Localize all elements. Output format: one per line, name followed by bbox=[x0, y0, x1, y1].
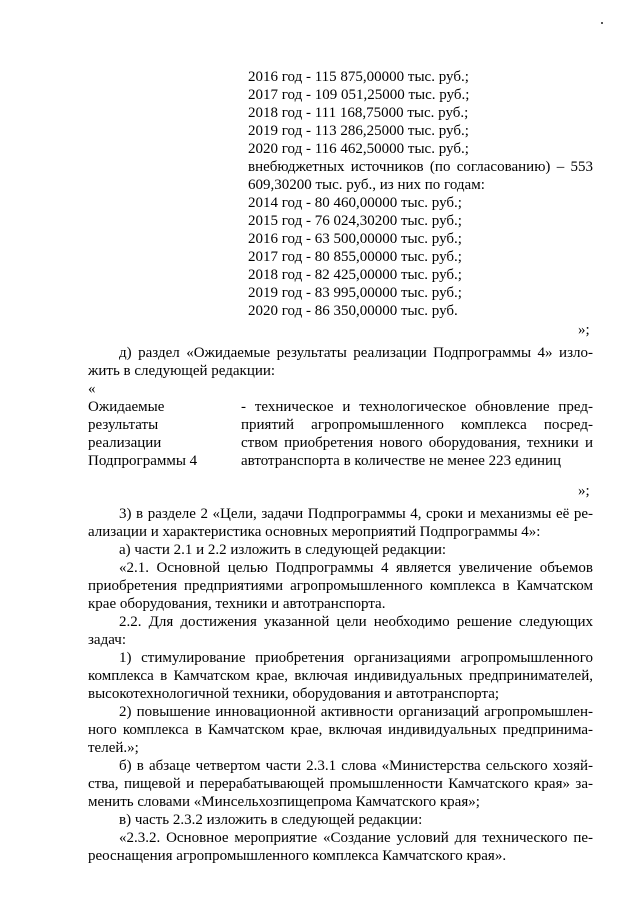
results-text-line: автотранспорта в количестве не менее 223 единиц bbox=[241, 453, 562, 469]
scan-speck bbox=[601, 22, 603, 24]
open-quote: « bbox=[88, 381, 96, 397]
results-text-line: приятий агропромышленного комплекса посред- bbox=[241, 417, 593, 433]
body-line: приобретения предприятиями агропромышленного комплекса в Камчатском bbox=[88, 578, 593, 594]
closing-quote: »; bbox=[578, 322, 590, 338]
funding-line: 2020 год - 86 350,00000 тыс. руб. bbox=[248, 303, 458, 319]
body-line: 2.2. Для достижения указанной цели необходимо решение следующих bbox=[119, 614, 593, 630]
body-line: реоснащения агропромышленного комплекса Камчатского края». bbox=[88, 848, 507, 864]
body-line: менить словами «Минсельхозпищепрома Камчатского края»; bbox=[88, 794, 480, 810]
funding-line: 609,30200 тыс. руб., из них по годам: bbox=[248, 177, 485, 193]
funding-line: 2018 год - 111 168,75000 тыс. руб.; bbox=[248, 105, 469, 121]
body-line: ализации и характеристика основных мероприятий Подпрограммы 4»: bbox=[88, 524, 541, 540]
funding-line: 2015 год - 76 024,30200 тыс. руб.; bbox=[248, 213, 462, 229]
body-line: высокотехнологичной техники, оборудования и автотранспорта; bbox=[88, 686, 500, 702]
funding-line: 2020 год - 116 462,50000 тыс. руб.; bbox=[248, 141, 469, 157]
body-line: комплекса в Камчатском крае, включая индивидуальных предпринимателей, bbox=[88, 668, 593, 684]
funding-line: 2017 год - 109 051,25000 тыс. руб.; bbox=[248, 87, 470, 103]
results-label-line: Ожидаемые bbox=[88, 399, 165, 415]
section-d-line: д) раздел «Ожидаемые результаты реализации Подпрограммы 4» изло- bbox=[119, 345, 593, 361]
funding-line: 2016 год - 63 500,00000 тыс. руб.; bbox=[248, 231, 462, 247]
body-line: ного комплекса в Камчатском крае, включая индивидуальных предпринима- bbox=[88, 722, 593, 738]
results-text-line: - техническое и технологическое обновление пред- bbox=[241, 399, 593, 415]
body-line: в) часть 2.3.2 изложить в следующей редакции: bbox=[119, 812, 423, 828]
results-label-line: реализации bbox=[88, 435, 162, 451]
body-line: задач: bbox=[88, 632, 126, 648]
funding-line: внебюджетных источников (по согласованию) – 553 bbox=[248, 159, 593, 175]
section-d-line: жить в следующей редакции: bbox=[88, 363, 276, 379]
body-line: а) части 2.1 и 2.2 изложить в следующей редакции: bbox=[119, 542, 447, 558]
body-line: телей.»; bbox=[88, 740, 139, 756]
body-line: «2.1. Основной целью Подпрограммы 4 является увеличение объемов bbox=[119, 560, 593, 576]
results-label-line: результаты bbox=[88, 417, 159, 433]
results-text-line: ством приобретения нового оборудования, техники и bbox=[241, 435, 593, 451]
funding-line: 2018 год - 82 425,00000 тыс. руб.; bbox=[248, 267, 462, 283]
body-line: б) в абзаце четвертом части 2.3.1 слова «Министерства сельского хозяй- bbox=[119, 758, 593, 774]
body-line: крае оборудования, техники и автотранспорта. bbox=[88, 596, 386, 612]
funding-line: 2014 год - 80 460,00000 тыс. руб.; bbox=[248, 195, 462, 211]
body-line: 1) стимулирование приобретения организациями агропромышленного bbox=[119, 650, 593, 666]
funding-line: 2019 год - 83 995,00000 тыс. руб.; bbox=[248, 285, 462, 301]
funding-line: 2016 год - 115 875,00000 тыс. руб.; bbox=[248, 69, 469, 85]
closing-quote: »; bbox=[578, 483, 590, 499]
body-line: 2) повышение инновационной активности организаций агропромышлен- bbox=[119, 704, 593, 720]
body-line: 3) в разделе 2 «Цели, задачи Подпрограммы 4, сроки и механизмы её ре- bbox=[119, 506, 593, 522]
results-label-line: Подпрограммы 4 bbox=[88, 453, 198, 469]
funding-line: 2017 год - 80 855,00000 тыс. руб.; bbox=[248, 249, 462, 265]
funding-line: 2019 год - 113 286,25000 тыс. руб.; bbox=[248, 123, 469, 139]
body-line: ства, пищевой и перерабатывающей промышленности Камчатского края» за- bbox=[88, 776, 593, 792]
body-line: «2.3.2. Основное мероприятие «Создание условий для технического пе- bbox=[119, 830, 593, 846]
